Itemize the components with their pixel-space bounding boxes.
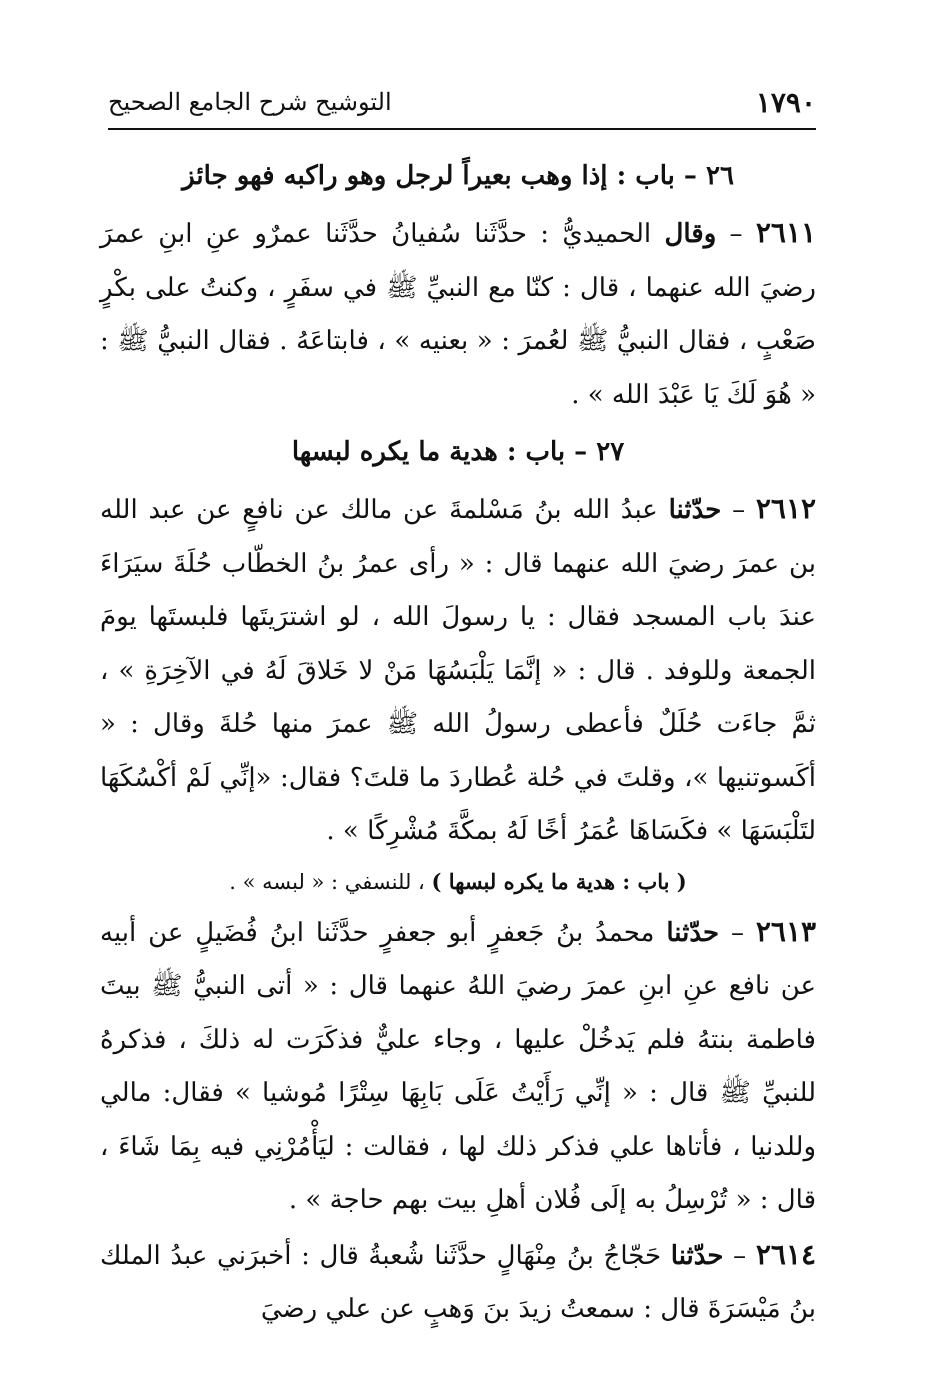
hadith-lead: حدّثنا bbox=[668, 495, 722, 525]
running-header bbox=[108, 86, 816, 126]
hadith-lead: حدّثنا bbox=[666, 917, 720, 948]
hadith-2612: ٢٦١٢ – حدّثنا عبدُ الله بنُ مَسْلمةَ عن مالك عن نافعٍ عن عبد الله بن عمرَ رضيَ الله عنهما قال : « رأى عمرُ بنُ الخطّاب حُلَةَ سيَرَاءَ عندَ باب المسجد فقال : يا رسولَ الله ، لو اشترَيتَها فلبستَها يومَ الجمعة وللوفد . قال : « إنَّمَا يَلْبَسُهَا مَنْ لا خَلاقَ لَهُ في الآخِرَةِ » ، ثمَّ جاءَت حُلَلٌ فأعطى رسولُ الله ﷺ عمرَ منها حُلةَ وقال : « أكَسوتنيها »، وقلتَ في حُلة عُطاردَ ما قلتَ؟ فقال: «إنِّي لَمْ أكْسُكَهَا لتَلْبَسَهَا » فكَسَاهَا عُمَرُ أخًا لَهُ بمكَّةَ مُشْرِكًا » . bbox=[100, 492, 817, 846]
note-bold: ( باب : هدية ما يكره لبسها ) bbox=[431, 868, 687, 894]
hadith-2611: ٢٦١١ – وقال الحميديُّ : حدَّثَنا سُفيانُ حدَّثَنا عمرٌو عنِ ابنِ عمرَ رضيَ الله عنهما ، قال : كنّا مع النبيِّ ﷺ في سفَرٍ ، وكنتُ على بكْرٍ صَعْبٍ ، فقال النبيُّ ﷺ لعُمرَ : « بعنيه » ، فابتاعَهُ . فقال النبيُّ ﷺ : « هُوَ لَكَ يَا عَبْدَ الله » . bbox=[100, 216, 817, 410]
hadith-number: ٢٦١٣ bbox=[755, 914, 817, 948]
hadith-text: عبدُ الله بنُ مَسْلمةَ عن مالك عن نافعٍ عن عبد الله بن عمرَ رضيَ الله عنهما قال : « رأى عمرُ بنُ الخطّاب حُلَةَ سيَرَاءَ عندَ باب المسجد فقال : يا رسولَ الله ، لو اشترَيتَها فلبستَها يومَ الجمعة وللوفد . قال : « إنَّمَا يَلْبَسُهَا مَنْ لا خَلاقَ لَهُ في الآخِرَةِ » ، ثمَّ جاءَت حُلَلٌ فأعطى رسولُ الله ﷺ عمرَ منها حُلةَ وقال : « أكَسوتنيها »، وقلتَ في حُلة عُطاردَ ما قلتَ؟ فقال: «إنِّي لَمْ أكْسُكَهَا لتَلْبَسَهَا » فكَسَاهَا عُمَرُ أخًا لَهُ بمكَّةَ مُشْرِكًا » . bbox=[100, 495, 816, 846]
hadith-text: حَجّاجُ بنُ مِنْهَالٍ حدَّثَنا شُعبةُ قال : أخبرَني عبدُ الملك بنُ مَيْسَرَةَ قال : سمعتُ زيدَ بنَ وَهبٍ عن علي رضيَ bbox=[100, 1240, 816, 1324]
hadith-lead: وقال bbox=[664, 219, 717, 249]
hadith-2614: ٢٦١٤ – حدّثنا حَجّاجُ بنُ مِنْهَالٍ حدَّثَنا شُعبةُ قال : أخبرَني عبدُ الملك بنُ مَيْسَرَةَ قال : سمعتُ زيدَ بنَ وَهبٍ عن علي رضيَ bbox=[100, 1237, 817, 1324]
book-title: التوشيح شرح الجامع الصحيح bbox=[108, 88, 392, 116]
hadith-text: محمدُ بنُ جَعفرٍ أبو جعفرٍ حدَّثَنا ابنُ فُضَيلٍ عن أبيه عن نافع عنِ ابنِ عمرَ رضيَ اللهُ عنهما قال : « أتى النبيُّ ﷺ بيتَ فاطمة بنتهُ فلم يَدخُلْ عليها ، وجاء عليٌّ فذكَرَت له ذلكَ ، فذكرهُ للنبيِّ ﷺ قال : « إنِّي رَأَيْتُ عَلَى بَابِهَا سِتْرًا مُوشيا » فقال: مالي وللدنيا ، فأتاها علي فذكر ذلك لها ، فقالت : ليَأْمُرْنِي فيه بِمَا شَاءَ ، قال : « تُرْسِلُ به إلَى فُلان أهلِ بيت بهم حاجة » . bbox=[100, 917, 816, 1215]
note-text: ، للنسفي : « لبسه » . bbox=[229, 869, 425, 894]
hadith-lead: حدّثنا bbox=[670, 1240, 724, 1271]
hadith-number: ٢٦١٤ bbox=[755, 1237, 817, 1271]
chapter-heading-27: ٢٧ – باب : هدية ما يكره لبسها bbox=[291, 437, 625, 467]
chapter-heading-26: ٢٦ – باب : إذا وهب بعيراً لرجل وهو راكبه فهو جائز bbox=[182, 161, 734, 191]
page-number: ١٧٩٠ bbox=[755, 86, 816, 119]
hadith-2613: ٢٦١٣ – حدّثنا محمدُ بنُ جَعفرٍ أبو جعفرٍ حدَّثَنا ابنُ فُضَيلٍ عن أبيه عن نافع عنِ ابنِ عمرَ رضيَ اللهُ عنهما قال : « أتى النبيُّ ﷺ بيتَ فاطمة بنتهُ فلم يَدخُلْ عليها ، وجاء عليٌّ فذكَرَت له ذلكَ ، فذكرهُ للنبيِّ ﷺ قال : « إنِّي رَأَيْتُ عَلَى بَابِهَا سِتْرًا مُوشيا » فقال: مالي وللدنيا ، فأتاها علي فذكر ذلك لها ، فقالت : ليَأْمُرْنِي فيه بِمَا شَاءَ ، قال : « تُرْسِلُ به إلَى فُلان أهلِ بيت بهم حاجة » . bbox=[100, 914, 817, 1215]
hadith-number: ٢٦١٢ bbox=[755, 492, 817, 525]
hadith-number: ٢٦١١ bbox=[755, 216, 817, 249]
hadith-text: الحميديُّ : حدَّثَنا سُفيانُ حدَّثَنا عمرٌو عنِ ابنِ عمرَ رضيَ الله عنهما ، قال : كنّا مع النبيِّ ﷺ في سفَرٍ ، وكنتُ على بكْرٍ صَعْبٍ ، فقال النبيُّ ﷺ لعُمرَ : « بعنيه » ، فابتاعَهُ . فقال النبيُّ ﷺ : « هُوَ لَكَ يَا عَبْدَ الله » . bbox=[100, 219, 816, 410]
commentary-note bbox=[100, 859, 816, 905]
page-body bbox=[100, 146, 816, 1337]
header-rule bbox=[108, 128, 816, 130]
